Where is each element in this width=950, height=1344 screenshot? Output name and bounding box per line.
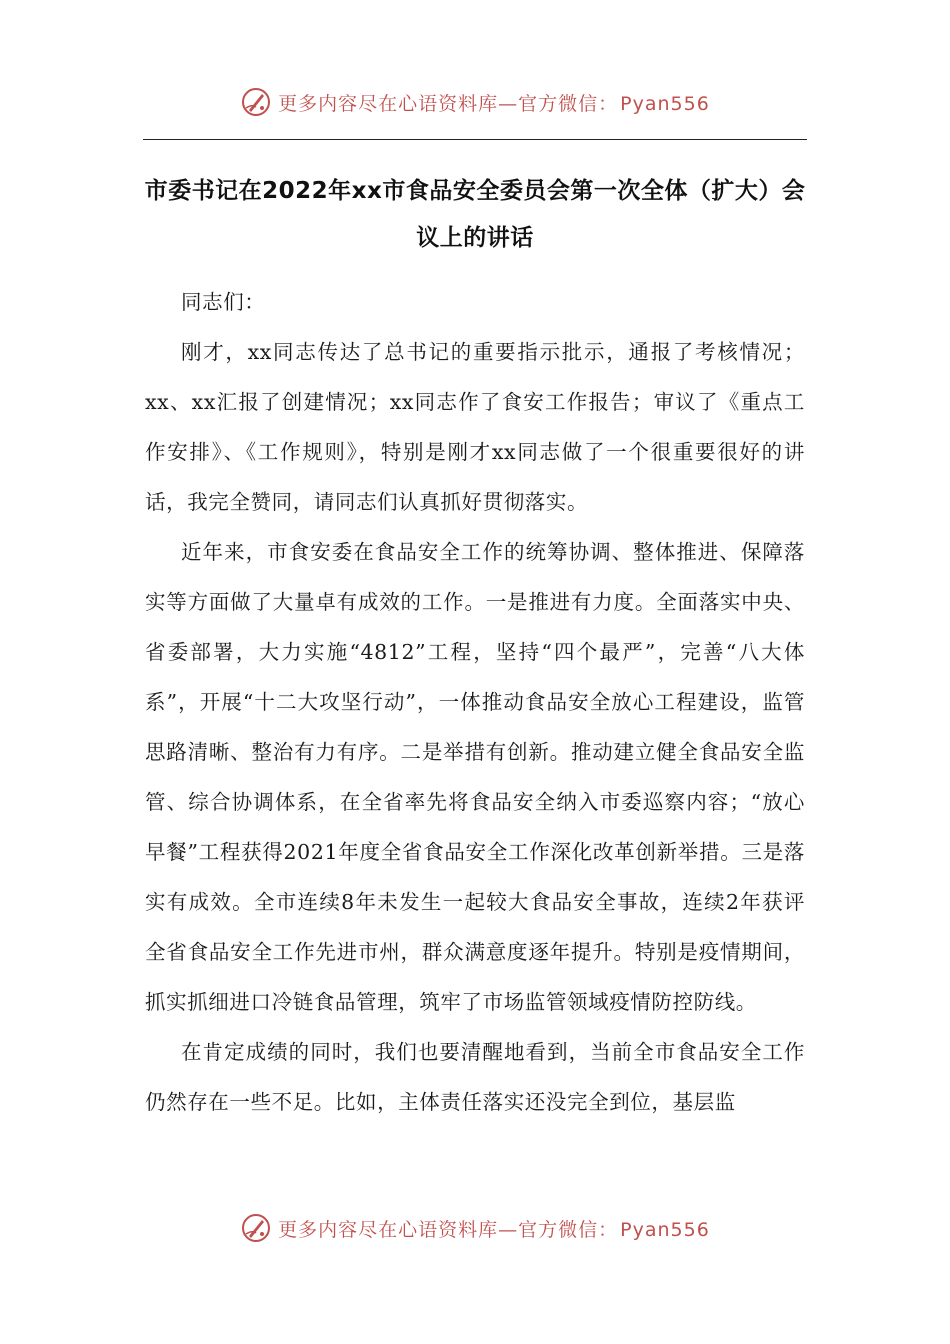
document-title: 市委书记在2022年xx市食品安全委员会第一次全体（扩大）会议上的讲话 [144,178,806,251]
watermark-text: 更多内容尽在心语资料库—官方微信： Pyan556 [278,1218,710,1241]
wechat-id: Pyan556 [620,1218,710,1241]
footer-watermark [0,1208,950,1248]
body-paragraph: 在肯定成绩的同时，我们也要清醒地看到，当前全市食品安全工作仍然存在一些不足。比如，主体责任落实还没完全到位，基层监 [145,1040,805,1114]
watermark-text: 更多内容尽在心语资料库—官方微信： Pyan556 [278,92,710,115]
body-paragraph: 刚才，xx同志传达了总书记的重要指示批示，通报了考核情况；xx、xx汇报了创建情况；xx同志作了食安工作报告；审议了《重点工作安排》、《工作规则》，特别是刚才xx同志做了一个很重要很好的讲话，我完全赞同，请同志们认真抓好贯彻落实。 [145,340,805,514]
header-watermark [0,82,950,122]
wechat-id: Pyan556 [620,92,710,115]
body-paragraph: 近年来，市食安委在食品安全工作的统筹协调、整体推进、保障落实等方面做了大量卓有成效的工作。一是推进有力度。全面落实中央、省委部署，大力实施“4812”工程，坚持“四个最严”，完善“八大体系”，开展“十二大攻坚行动”，一体推动食品安全放心工程建设，监管思路清晰、整治有力有序。二是举措有创新。推动建立健全食品安全监管、综合协调体系，在全省率先将食品安全纳入市委巡察内容；“放心早餐”工程获得2021年度全省食品安全工作深化改革创新举措。三是落实有成效。全市连续8年未发生一起较大食品安全事故，连续2年获评全省食品安全工作先进市州，群众满意度逐年提升。特别是疫情期间，抓实抓细进口冷链食品管理，筑牢了市场监管领域疫情防控防线。 [145,540,805,1014]
header-divider [143,139,807,140]
quill-pen-logo-icon [240,86,272,118]
salutation: 同志们： [181,290,266,314]
document-body [145,277,805,1127]
quill-pen-logo-icon [240,1212,272,1244]
